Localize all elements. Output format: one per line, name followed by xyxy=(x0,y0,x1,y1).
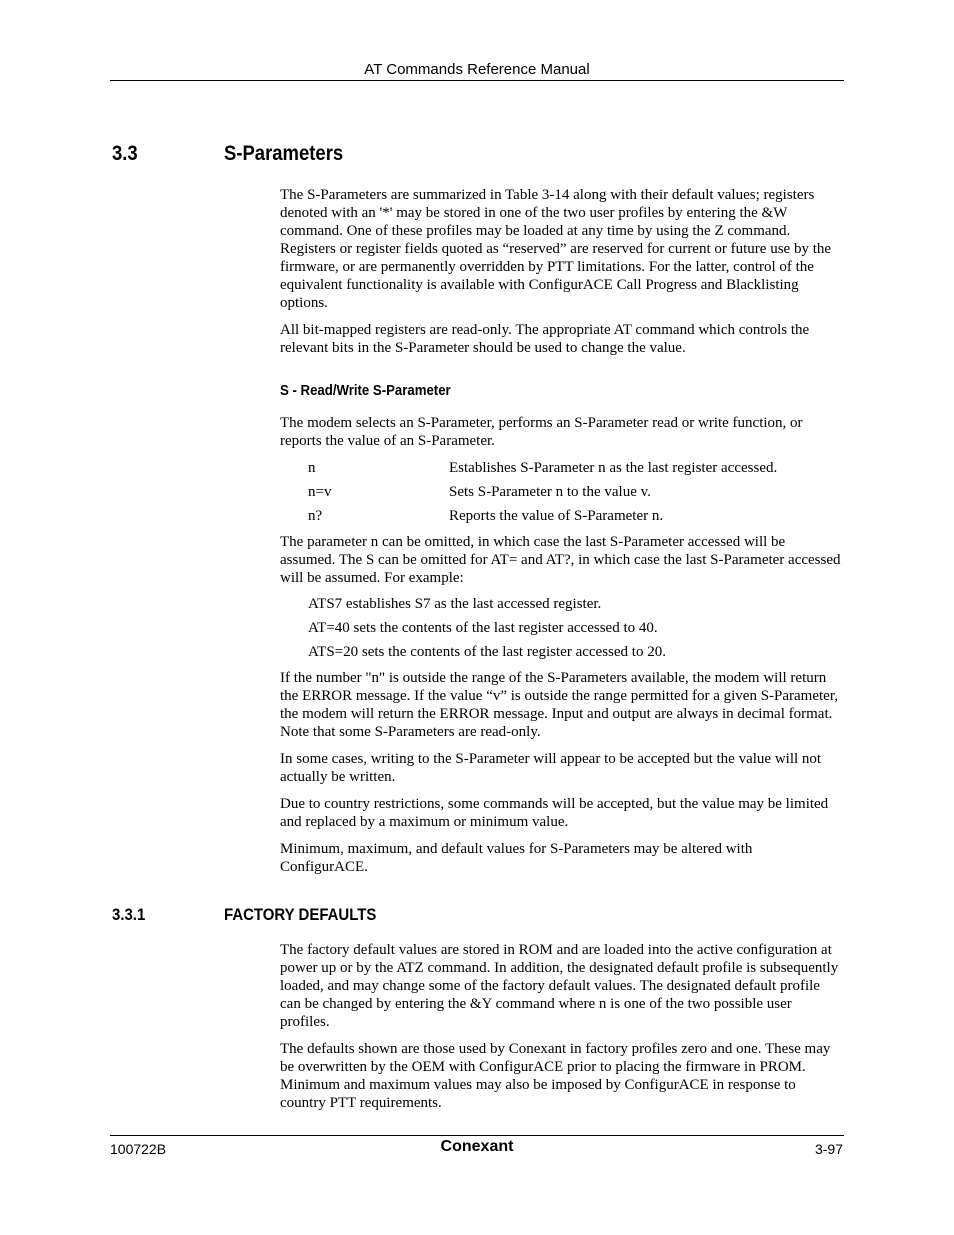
subsection-number: 3.3.1 xyxy=(112,905,146,924)
section-paragraph: All bit-mapped registers are read-only. The appropriate AT command which controls the relevant bits in the S-Parameter should be used to change the value. xyxy=(280,322,810,356)
command-paragraph: Minimum, maximum, and default values for S-Parameters may be altered with ConfigurACE. xyxy=(280,841,753,875)
section-paragraph: The S-Parameters are summarized in Table 3-14 along with their default values; registers denoted with an '*' may be stored in one of the two user profiles by entering the &W command. One of these profiles may be loaded at any time by using the Z command. Registers or register fields quoted as “reserved” are reserved for current or future use by the firmware, or are permanently overridden by PTT limitations. For the latter, control of the equivalent functionality is available with ConfigurACE Call Progress and Blacklisting options. xyxy=(280,187,832,311)
command-title: S - Read/Write S-Parameter xyxy=(280,382,451,399)
footer-doc-number: 100722B xyxy=(110,1141,167,1157)
example-line: ATS7 establishes S7 as the last accessed register. xyxy=(308,596,602,612)
footer-company: Conexant xyxy=(440,1138,514,1155)
subsection-paragraph: The factory default values are stored in ROM and are loaded into the active configuration at power up or by the ATZ command. In addition, the designated default profile is subsequently loaded, and may change some of the factory default values. The designated default profile can be changed by entering the &Y command where n is one of the two possible user profiles. xyxy=(280,942,839,1030)
syntax-param: n? xyxy=(308,508,323,524)
command-note: The parameter n can be omitted, in which case the last S-Parameter accessed will be assumed. The S can be omitted for AT= and AT?, in which case the last S-Parameter accessed will be assumed. For example: xyxy=(280,534,841,586)
command-paragraph: If the number "n" is outside the range of the S-Parameters available, the modem will return the ERROR message. If the value “v” is outside the range permitted for a given S-Parameter, the modem will return the ERROR message. Input and output are always in decimal format. Note that some S-Parameters are read-only. xyxy=(280,670,838,740)
command-intro: The modem selects an S-Parameter, performs an S-Parameter read or write function, or reports the value of an S-Parameter. xyxy=(280,415,803,449)
running-header: AT Commands Reference Manual xyxy=(364,61,590,78)
command-paragraph: Due to country restrictions, some commands will be accepted, but the value may be limited and replaced by a maximum or minimum value. xyxy=(280,796,829,830)
syntax-description: Reports the value of S-Parameter n. xyxy=(449,508,664,524)
syntax-param: n=v xyxy=(308,484,332,500)
example-line: AT=40 sets the contents of the last register accessed to 40. xyxy=(308,620,658,636)
syntax-description: Establishes S-Parameter n as the last register accessed. xyxy=(449,460,778,476)
footer-rule xyxy=(110,1135,844,1136)
subsection-paragraph: The defaults shown are those used by Conexant in factory profiles zero and one. These may be overwritten by the OEM with ConfigurACE prior to placing the firmware in PROM. Minimum and maximum values may also be imposed by ConfigurACE in response to country PTT requirements. xyxy=(280,1041,831,1111)
syntax-param: n xyxy=(308,460,316,476)
syntax-description: Sets S-Parameter n to the value v. xyxy=(449,484,651,500)
header-rule xyxy=(110,80,844,81)
example-line: ATS=20 sets the contents of the last register accessed to 20. xyxy=(308,644,666,660)
footer-page-number: 3-97 xyxy=(814,1141,843,1157)
section-number: 3.3 xyxy=(112,142,138,165)
section-title: S-Parameters xyxy=(224,142,344,165)
subsection-title: FACTORY DEFAULTS xyxy=(224,905,377,924)
command-paragraph: In some cases, writing to the S-Parameter will appear to be accepted but the value will not actually be written. xyxy=(280,751,822,785)
